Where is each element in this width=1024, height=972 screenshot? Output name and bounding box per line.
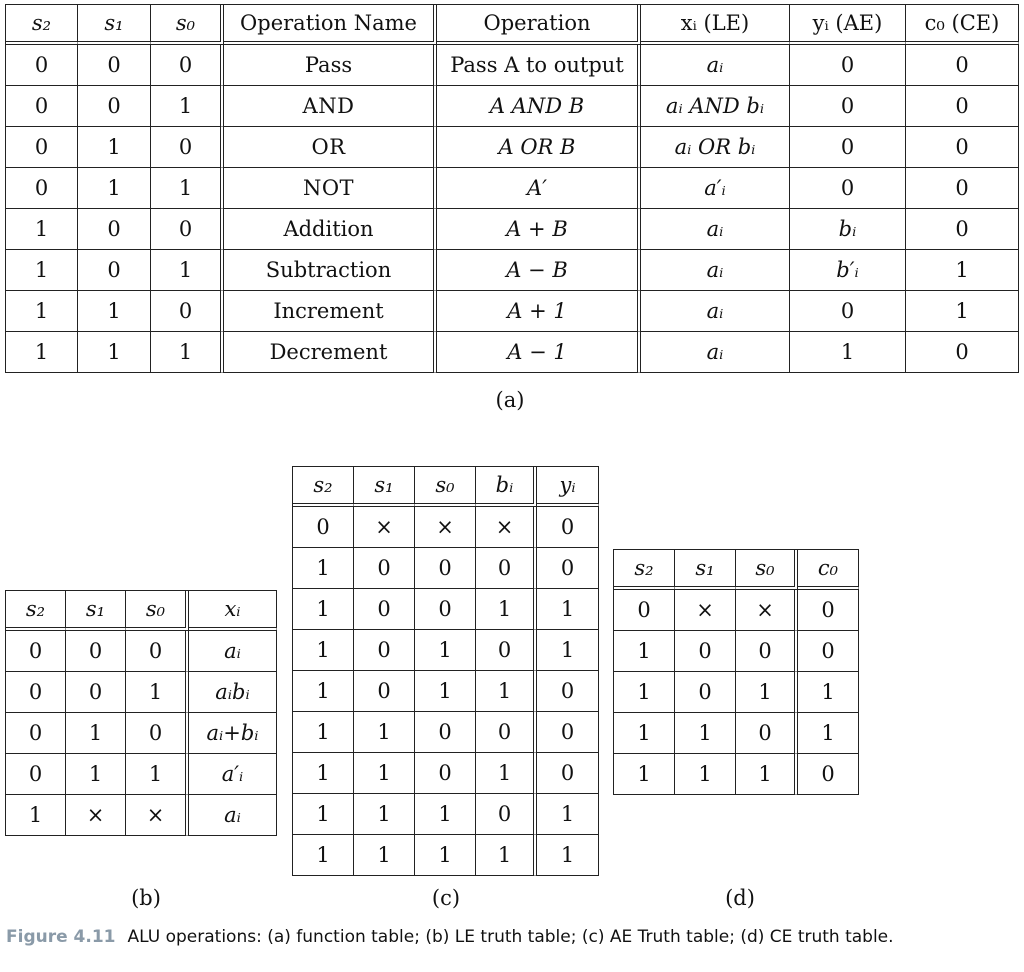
cell: 0 [66, 631, 126, 672]
table-row [614, 672, 859, 713]
cell: × [66, 795, 126, 836]
table-row [6, 45, 1019, 86]
cell: 0 [78, 45, 151, 86]
header-xi: xᵢ [189, 591, 277, 631]
cell: 0 [537, 671, 599, 712]
cell: Pass [224, 45, 437, 86]
cell: 1 [736, 754, 798, 795]
cell: 1 [293, 589, 354, 630]
cell: 0 [415, 589, 476, 630]
cell: 1 [151, 332, 224, 373]
cell: 1 [6, 332, 78, 373]
header-s1: s₁ [78, 5, 151, 45]
cell: 1 [293, 794, 354, 835]
cell: 0 [6, 127, 78, 168]
cell: 0 [78, 86, 151, 127]
cell: OR [224, 127, 437, 168]
cell: 1 [78, 332, 151, 373]
cell: 1 [415, 630, 476, 671]
cell: Increment [224, 291, 437, 332]
cell: 0 [906, 127, 1019, 168]
table-row [293, 712, 599, 753]
cell: 0 [798, 754, 859, 795]
cell: 0 [537, 712, 599, 753]
cell: 0 [415, 753, 476, 794]
ae-truth-table [292, 466, 599, 876]
table-row [293, 835, 599, 876]
cell: 0 [906, 86, 1019, 127]
figure-caption [6, 926, 906, 948]
cell: 1 [78, 291, 151, 332]
cell: 0 [537, 548, 599, 589]
cell: 0 [6, 45, 78, 86]
cell: aᵢ AND bᵢ [641, 86, 790, 127]
cell: 0 [126, 631, 189, 672]
function-table [5, 4, 1019, 373]
cell: × [675, 590, 736, 631]
cell: 0 [6, 672, 66, 713]
cell: 0 [614, 590, 675, 631]
cell: 1 [614, 672, 675, 713]
cell: 1 [78, 168, 151, 209]
header-s2: s₂ [293, 467, 354, 507]
table-row [6, 754, 277, 795]
cell: 0 [906, 45, 1019, 86]
cell: Decrement [224, 332, 437, 373]
cell: Pass A to output [437, 45, 641, 86]
cell: 1 [675, 754, 736, 795]
cell: Addition [224, 209, 437, 250]
cell: 0 [537, 753, 599, 794]
cell: A − 1 [437, 332, 641, 373]
table-row [6, 250, 1019, 291]
cell: aᵢ [189, 795, 277, 836]
cell: aᵢbᵢ [189, 672, 277, 713]
ce-truth-table [613, 549, 859, 795]
table-row [6, 168, 1019, 209]
cell: 1 [476, 671, 537, 712]
cell: 0 [415, 712, 476, 753]
header-bi: bᵢ [476, 467, 537, 507]
cell: aᵢ [641, 45, 790, 86]
cell: 1 [354, 753, 415, 794]
table-row [6, 672, 277, 713]
cell: 0 [476, 712, 537, 753]
cell: 1 [354, 835, 415, 876]
le-truth-table [5, 590, 277, 836]
header-operation-name: Operation Name [224, 5, 437, 45]
cell: 0 [798, 590, 859, 631]
cell: 0 [906, 209, 1019, 250]
table-row [6, 127, 1019, 168]
cell: 0 [6, 631, 66, 672]
cell: × [415, 507, 476, 548]
header-s1: s₁ [675, 550, 736, 590]
cell: 1 [6, 291, 78, 332]
cell: 0 [354, 548, 415, 589]
header-s2: s₂ [6, 591, 66, 631]
cell: b′ᵢ [790, 250, 906, 291]
cell: 1 [476, 835, 537, 876]
cell: 0 [906, 332, 1019, 373]
table-row [293, 753, 599, 794]
caption-a: (a) [495, 388, 525, 412]
cell: 0 [790, 45, 906, 86]
cell: aᵢ OR bᵢ [641, 127, 790, 168]
cell: 0 [736, 713, 798, 754]
cell: 1 [790, 332, 906, 373]
cell: bᵢ [790, 209, 906, 250]
cell: 0 [415, 548, 476, 589]
cell: 0 [6, 86, 78, 127]
table-row [614, 713, 859, 754]
caption-d: (d) [725, 886, 755, 910]
cell: 0 [151, 45, 224, 86]
cell: 0 [66, 672, 126, 713]
cell: 0 [675, 631, 736, 672]
table-row [6, 631, 277, 672]
cell: 1 [476, 589, 537, 630]
cell: 0 [736, 631, 798, 672]
table-row [293, 548, 599, 589]
cell: A AND B [437, 86, 641, 127]
table-row [6, 795, 277, 836]
figure-label: Figure 4.11 [6, 927, 116, 947]
figure-caption-text: ALU operations: (a) function table; (b) LE truth table; (c) AE Truth table; (d) CE truth table. [127, 927, 894, 947]
cell: 0 [675, 672, 736, 713]
cell: 0 [151, 127, 224, 168]
header-s0: s₀ [151, 5, 224, 45]
cell: 1 [798, 713, 859, 754]
header-s1: s₁ [66, 591, 126, 631]
cell: aᵢ [641, 250, 790, 291]
cell: 1 [798, 672, 859, 713]
table-row [6, 209, 1019, 250]
cell: 0 [354, 671, 415, 712]
cell: 1 [614, 754, 675, 795]
cell: 1 [906, 291, 1019, 332]
header-c0: c₀ [798, 550, 859, 590]
cell: 1 [537, 630, 599, 671]
cell: 0 [6, 754, 66, 795]
cell: 0 [151, 291, 224, 332]
table-row [6, 332, 1019, 373]
cell: a′ᵢ [641, 168, 790, 209]
cell: × [736, 590, 798, 631]
cell: 0 [6, 168, 78, 209]
cell: 1 [614, 713, 675, 754]
header-s1: s₁ [354, 467, 415, 507]
cell: aᵢ [641, 332, 790, 373]
cell: 1 [293, 712, 354, 753]
cell: NOT [224, 168, 437, 209]
cell: × [476, 507, 537, 548]
cell: 0 [354, 589, 415, 630]
table-row [614, 754, 859, 795]
cell: 1 [293, 630, 354, 671]
table-row [6, 291, 1019, 332]
table-row [293, 671, 599, 712]
cell: × [354, 507, 415, 548]
cell: A + 1 [437, 291, 641, 332]
cell: 1 [293, 671, 354, 712]
cell: A OR B [437, 127, 641, 168]
cell: 1 [6, 209, 78, 250]
table-row [614, 590, 859, 631]
cell: aᵢ [641, 291, 790, 332]
cell: 0 [354, 630, 415, 671]
cell: 1 [537, 589, 599, 630]
table-row [6, 86, 1019, 127]
header-s2: s₂ [614, 550, 675, 590]
cell: A′ [437, 168, 641, 209]
cell: 0 [293, 507, 354, 548]
cell: 1 [6, 795, 66, 836]
cell: 1 [126, 754, 189, 795]
cell: 1 [354, 794, 415, 835]
header-yi-ae: yᵢ (AE) [790, 5, 906, 45]
table-row [614, 631, 859, 672]
cell: × [126, 795, 189, 836]
table-row [293, 507, 599, 548]
cell: 0 [798, 631, 859, 672]
cell: 1 [66, 754, 126, 795]
cell: 0 [476, 548, 537, 589]
header-s0: s₀ [126, 591, 189, 631]
cell: 0 [906, 168, 1019, 209]
cell: 1 [151, 168, 224, 209]
cell: 1 [415, 835, 476, 876]
cell: 0 [790, 86, 906, 127]
cell: 1 [151, 250, 224, 291]
header-yi: yᵢ [537, 467, 599, 507]
cell: 1 [415, 794, 476, 835]
cell: 0 [151, 209, 224, 250]
cell: aᵢ [641, 209, 790, 250]
cell: 0 [790, 127, 906, 168]
cell: 1 [293, 835, 354, 876]
header-operation: Operation [437, 5, 641, 45]
cell: A − B [437, 250, 641, 291]
cell: 0 [78, 250, 151, 291]
table-row [293, 589, 599, 630]
cell: 0 [790, 168, 906, 209]
cell: 1 [537, 794, 599, 835]
table-row [6, 713, 277, 754]
header-c0-ce: c₀ (CE) [906, 5, 1019, 45]
cell: AND [224, 86, 437, 127]
cell: 0 [6, 713, 66, 754]
cell: 1 [66, 713, 126, 754]
cell: 0 [476, 630, 537, 671]
cell: 1 [293, 753, 354, 794]
cell: 0 [537, 507, 599, 548]
cell: 1 [415, 671, 476, 712]
table-row [293, 794, 599, 835]
cell: 0 [78, 209, 151, 250]
cell: 0 [126, 713, 189, 754]
cell: 1 [293, 548, 354, 589]
header-s2: s₂ [6, 5, 78, 45]
cell: 1 [6, 250, 78, 291]
cell: Subtraction [224, 250, 437, 291]
cell: 1 [151, 86, 224, 127]
cell: 1 [736, 672, 798, 713]
cell: aᵢ+bᵢ [189, 713, 277, 754]
table-row [293, 630, 599, 671]
cell: a′ᵢ [189, 754, 277, 795]
cell: 1 [906, 250, 1019, 291]
caption-b: (b) [131, 886, 161, 910]
cell: aᵢ [189, 631, 277, 672]
caption-c: (c) [431, 886, 461, 910]
cell: 0 [476, 794, 537, 835]
header-s0: s₀ [415, 467, 476, 507]
cell: 0 [790, 291, 906, 332]
header-xi-le: xᵢ (LE) [641, 5, 790, 45]
cell: 1 [537, 835, 599, 876]
cell: 1 [476, 753, 537, 794]
cell: 1 [675, 713, 736, 754]
header-s0: s₀ [736, 550, 798, 590]
cell: 1 [78, 127, 151, 168]
cell: 1 [354, 712, 415, 753]
cell: 1 [126, 672, 189, 713]
cell: 1 [614, 631, 675, 672]
cell: A + B [437, 209, 641, 250]
